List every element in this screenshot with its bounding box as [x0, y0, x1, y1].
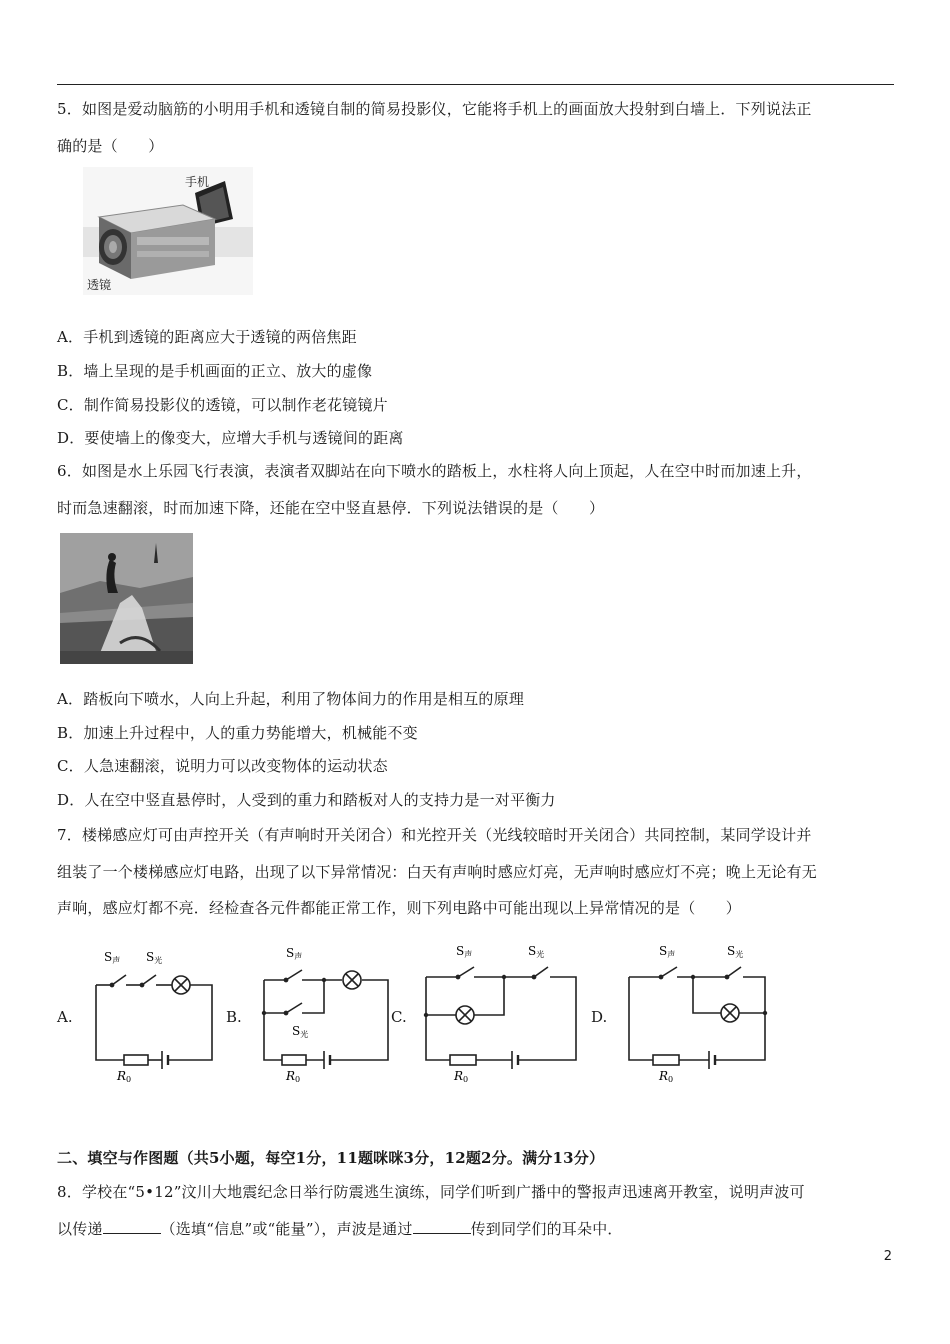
q5-option-a: A．手机到透镜的距离应大于透镜的两倍焦距 — [57, 328, 357, 346]
page-number: 2 — [883, 1249, 892, 1264]
svg-text:R0 — [658, 1069, 673, 1084]
circuit-b-diagram — [252, 935, 397, 1089]
header-rule — [57, 84, 894, 85]
q5-stem-line2: 确的是（ ） — [57, 137, 164, 155]
circuit-c-label: C. — [391, 1008, 407, 1026]
circuit-d-diagram — [617, 935, 792, 1089]
circuit-a-diagram — [84, 935, 224, 1089]
circuit-a-s1: S — [104, 950, 113, 964]
q8-text-part3: 传到同学们的耳朵中． — [470, 1220, 623, 1238]
circuit-d-s1: S — [659, 944, 668, 958]
phone-label: 手机 — [185, 175, 210, 189]
circuit-b-r-sub: 0 — [295, 1075, 301, 1084]
circuit-c-s1: S — [456, 944, 465, 958]
q6-stem-line1: 6．如图是水上乐园飞行表演，表演者双脚站在向下喷水的踏板上，水柱将人向上顶起，人在空中时而加速上升， — [57, 462, 812, 480]
svg-text:R0 — [285, 1069, 300, 1084]
circuit-a-r: R — [117, 1069, 127, 1083]
circuit-b-r: R — [286, 1069, 296, 1083]
q5-option-c: C．制作简易投影仪的透镜，可以制作老花镜镜片 — [57, 396, 388, 414]
circuit-c-s2: S — [528, 944, 537, 958]
svg-text:S声 — [659, 944, 675, 959]
q5-option-d: D．要使墙上的像变大，应增大手机与透镜间的距离 — [57, 429, 404, 447]
projector-photo — [83, 167, 253, 295]
water-jetpack-photo — [60, 533, 193, 664]
q7-stem-line3: 声响，感应灯都不亮．经检查各元件都能正常工作，则下列电路中可能出现以上异常情况的是（ ） — [57, 899, 742, 917]
q6-stem-line2: 时而急速翻滚，时而加速下降，还能在空中竖直悬停．下列说法错误的是（ ） — [57, 499, 605, 517]
q6-option-c: C．人急速翻滚，说明力可以改变物体的运动状态 — [57, 757, 388, 775]
circuit-d-r-sub: 0 — [668, 1075, 674, 1084]
circuit-b-s1-sub: 声 — [294, 952, 303, 961]
circuit-d-r: R — [659, 1069, 669, 1083]
circuit-c-r: R — [454, 1069, 464, 1083]
q6-option-b: B．加速上升过程中，人的重力势能增大，机械能不变 — [57, 724, 418, 742]
q5-stem-line1: 5．如图是爱动脑筋的小明用手机和透镜自制的简易投影仪，它能将手机上的画面放大投射到白墙上．下列说法正 — [57, 100, 812, 118]
q7-stem-line2: 组装了一个楼梯感应灯电路，出现了以下异常情况：白天有声响时感应灯亮，无声响时感应灯不亮；晚上无论有无 — [57, 863, 818, 881]
circuit-d-s2-sub: 光 — [735, 950, 744, 959]
circuit-a-s2-sub: 光 — [154, 956, 163, 965]
svg-text:R0 — [453, 1069, 468, 1084]
q7-stem-line1: 7．楼梯感应灯可由声控开关（有声响时开关闭合）和光控开关（光线较暗时开关闭合）共同控制，某同学设计并 — [57, 826, 812, 844]
q8-answer-blank-2[interactable] — [413, 1219, 471, 1234]
svg-text:R0 — [116, 1069, 131, 1084]
q5-option-b: B．墙上呈现的是手机画面的正立、放大的虚像 — [57, 362, 373, 380]
circuit-c-r-sub: 0 — [463, 1075, 469, 1084]
svg-text:S光 — [528, 944, 544, 959]
svg-text:S光 — [727, 944, 743, 959]
q8-stem-line2 — [57, 1219, 623, 1239]
circuit-c-diagram — [414, 935, 589, 1089]
q8-text-part1: 以传递 — [57, 1220, 103, 1238]
q8-answer-blank-1[interactable] — [103, 1219, 161, 1234]
q8-text-part2: （选填“信息”或“能量”），声波是通过 — [160, 1220, 413, 1238]
q8-stem-line1: 8．学校在“5•12”汶川大地震纪念日举行防震逃生演练，同学们听到广播中的警报声迅速离开教室，说明声波可 — [57, 1183, 805, 1201]
circuit-b-label: B. — [226, 1008, 242, 1026]
circuit-a-s1-sub: 声 — [112, 956, 121, 965]
q6-option-d: D．人在空中竖直悬停时，人受到的重力和踏板对人的支持力是一对平衡力 — [57, 791, 556, 809]
lens-label: 透镜 — [87, 278, 112, 292]
circuit-b-s2-sub: 光 — [300, 1030, 309, 1039]
circuit-d-label: D. — [591, 1008, 608, 1026]
q6-option-a: A．踏板向下喷水，人向上升起，利用了物体间力的作用是相互的原理 — [57, 690, 525, 708]
circuit-a-s2: S — [146, 950, 155, 964]
circuit-d-s2: S — [727, 944, 736, 958]
circuit-a-r-sub: 0 — [126, 1075, 132, 1084]
circuit-c-s1-sub: 声 — [464, 950, 473, 959]
svg-text:S声 — [104, 950, 120, 965]
circuit-c-s2-sub: 光 — [536, 950, 545, 959]
circuit-a-label: A. — [57, 1008, 73, 1026]
svg-text:S光 — [146, 950, 162, 965]
svg-text:S光 — [292, 1024, 308, 1039]
svg-text:S声 — [286, 946, 302, 961]
section-2-heading: 二、填空与作图题（共5小题，每空1分，11题咪咪3分，12题2分。满分13分） — [57, 1149, 605, 1167]
circuit-d-s1-sub: 声 — [667, 950, 676, 959]
circuit-b-s1: S — [286, 946, 295, 960]
svg-text:S声 — [456, 944, 472, 959]
circuit-b-s2: S — [292, 1024, 301, 1038]
